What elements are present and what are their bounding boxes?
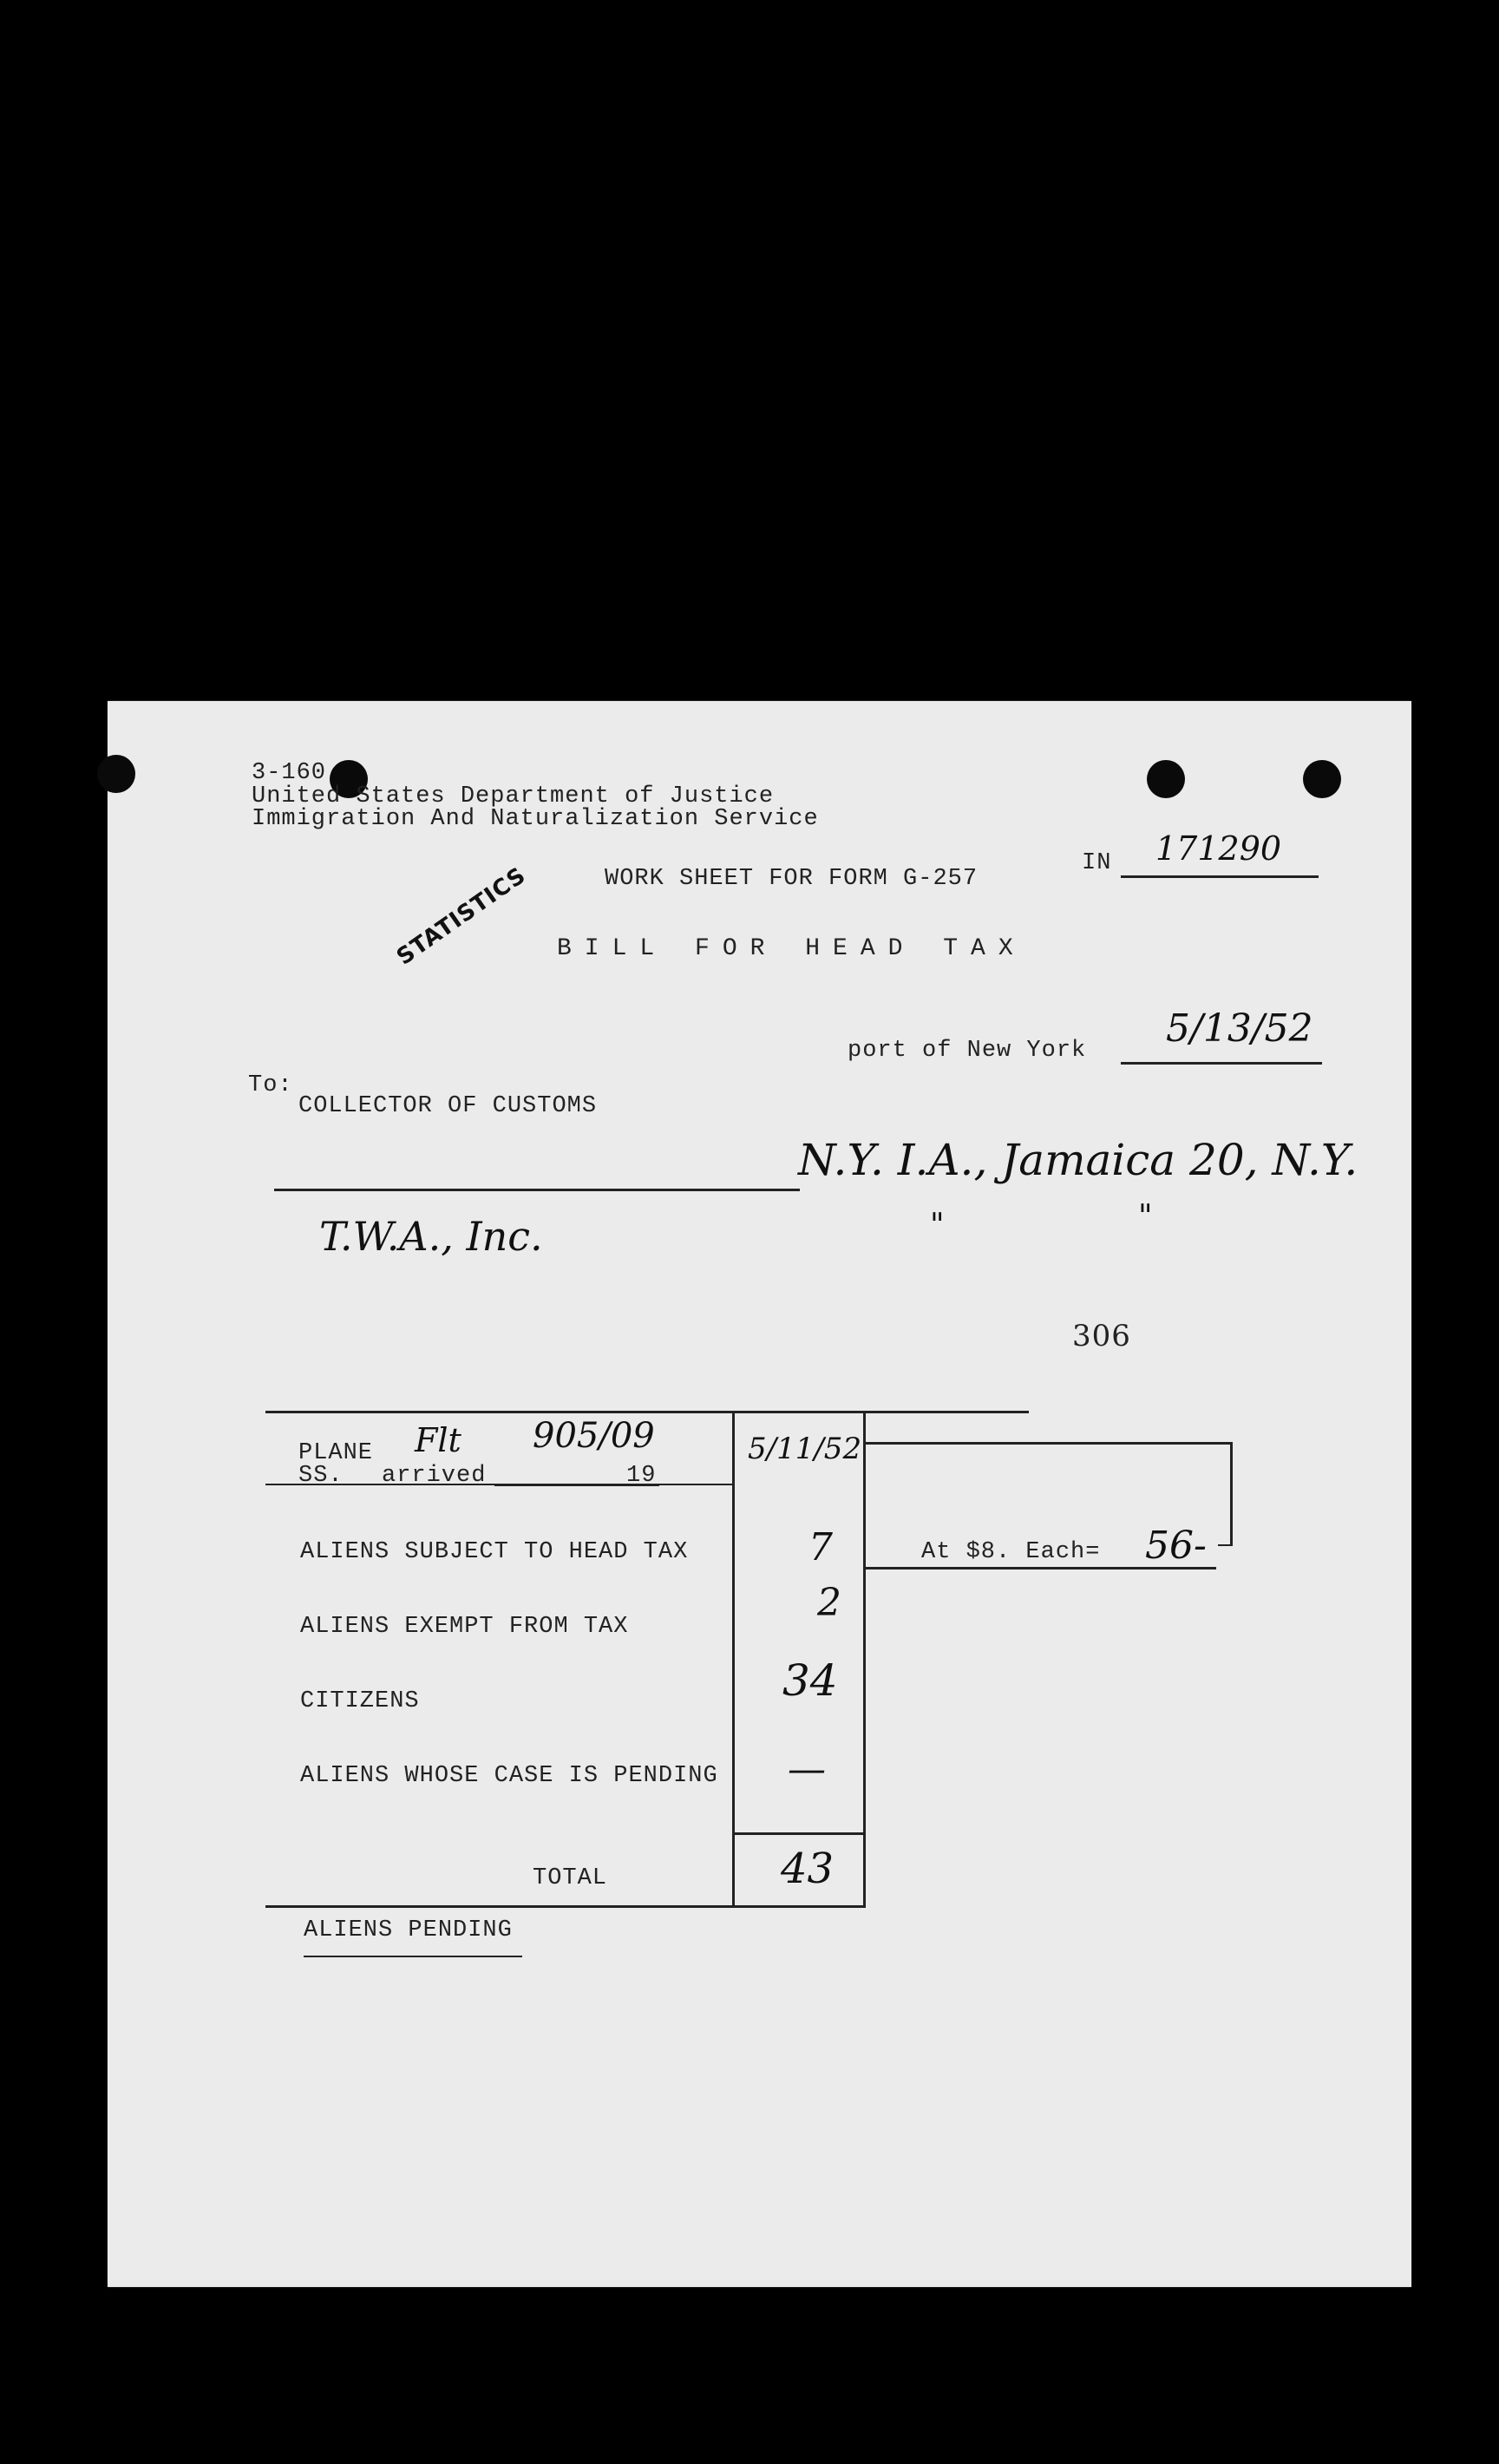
ditto-mark-2: " bbox=[1138, 1199, 1153, 1235]
aliens-pending-underline bbox=[304, 1956, 522, 1957]
punch-hole-right-1 bbox=[1147, 760, 1185, 798]
row-value-subject-to-tax: 7 bbox=[808, 1525, 833, 1569]
row-value-citizens: 34 bbox=[782, 1655, 838, 1706]
row-value-exempt: 2 bbox=[817, 1581, 841, 1625]
agency-line-2: Immigration And Naturalization Service bbox=[252, 806, 819, 832]
bill-title bbox=[557, 935, 1026, 962]
in-number: 171290 bbox=[1155, 829, 1282, 868]
year-prefix: 19 bbox=[626, 1463, 657, 1489]
total-row-top bbox=[732, 1832, 866, 1835]
to-label: To: bbox=[248, 1072, 293, 1098]
carrier-handwritten: T.W.A., Inc. bbox=[319, 1213, 543, 1260]
arrival-date: 5/11/52 bbox=[748, 1432, 862, 1466]
code-number: 306 bbox=[1072, 1319, 1131, 1353]
port-date: 5/13/52 bbox=[1166, 1006, 1313, 1051]
rate-bracket-right bbox=[1230, 1442, 1233, 1546]
ss-label: SS. bbox=[298, 1463, 344, 1489]
punch-hole-right-2 bbox=[1303, 760, 1341, 798]
plane-number: 905/09 bbox=[533, 1416, 655, 1456]
aliens-pending-label: ALIENS PENDING bbox=[304, 1917, 513, 1943]
rate-total: 56- bbox=[1145, 1524, 1207, 1568]
arrived-label: arrived bbox=[382, 1463, 487, 1489]
in-label: IN bbox=[1082, 850, 1112, 876]
plane-label: PLANE bbox=[298, 1440, 374, 1466]
row-label-subject-to-tax: ALIENS SUBJECT TO HEAD TAX bbox=[300, 1539, 689, 1565]
statistics-stamp: STATISTICS bbox=[392, 862, 532, 971]
rate-bracket-top bbox=[866, 1442, 1123, 1445]
rate-label: At $8. Each= bbox=[921, 1539, 1101, 1565]
table-top-border bbox=[265, 1411, 1029, 1413]
row-value-pending-case: — bbox=[788, 1747, 826, 1792]
in-number-underline bbox=[1121, 875, 1319, 878]
total-label: TOTAL bbox=[533, 1865, 608, 1891]
document-page bbox=[108, 701, 1411, 2287]
port-label: port of New York bbox=[848, 1038, 1087, 1064]
punch-hole-left bbox=[97, 755, 135, 793]
to-value: COLLECTOR OF CUSTOMS bbox=[298, 1093, 598, 1119]
agency-line-1: United States Department of Justice bbox=[252, 783, 775, 809]
work-sheet-title: WORK SHEET FOR FORM G-257 bbox=[605, 866, 979, 892]
row-label-pending-case: ALIENS WHOSE CASE IS PENDING bbox=[300, 1763, 718, 1789]
port-date-underline bbox=[1121, 1062, 1322, 1065]
form-number: 3-160 bbox=[252, 760, 327, 786]
address-handwritten: N.Y. I.A., Jamaica 20, N.Y. bbox=[798, 1135, 1358, 1185]
plane-flt: Flt bbox=[415, 1421, 461, 1459]
rate-bracket-tick bbox=[1218, 1544, 1233, 1546]
row-label-exempt: ALIENS EXEMPT FROM TAX bbox=[300, 1614, 629, 1640]
table-bottom-border bbox=[265, 1905, 866, 1908]
bill-title-text: BILL FOR HEAD TAX bbox=[557, 935, 1026, 962]
ditto-mark-1: " bbox=[930, 1208, 945, 1243]
total-value: 43 bbox=[781, 1845, 835, 1893]
row-label-citizens: CITIZENS bbox=[300, 1688, 420, 1714]
address-underline bbox=[274, 1189, 800, 1191]
rate-bracket-top-ext bbox=[1123, 1442, 1233, 1445]
